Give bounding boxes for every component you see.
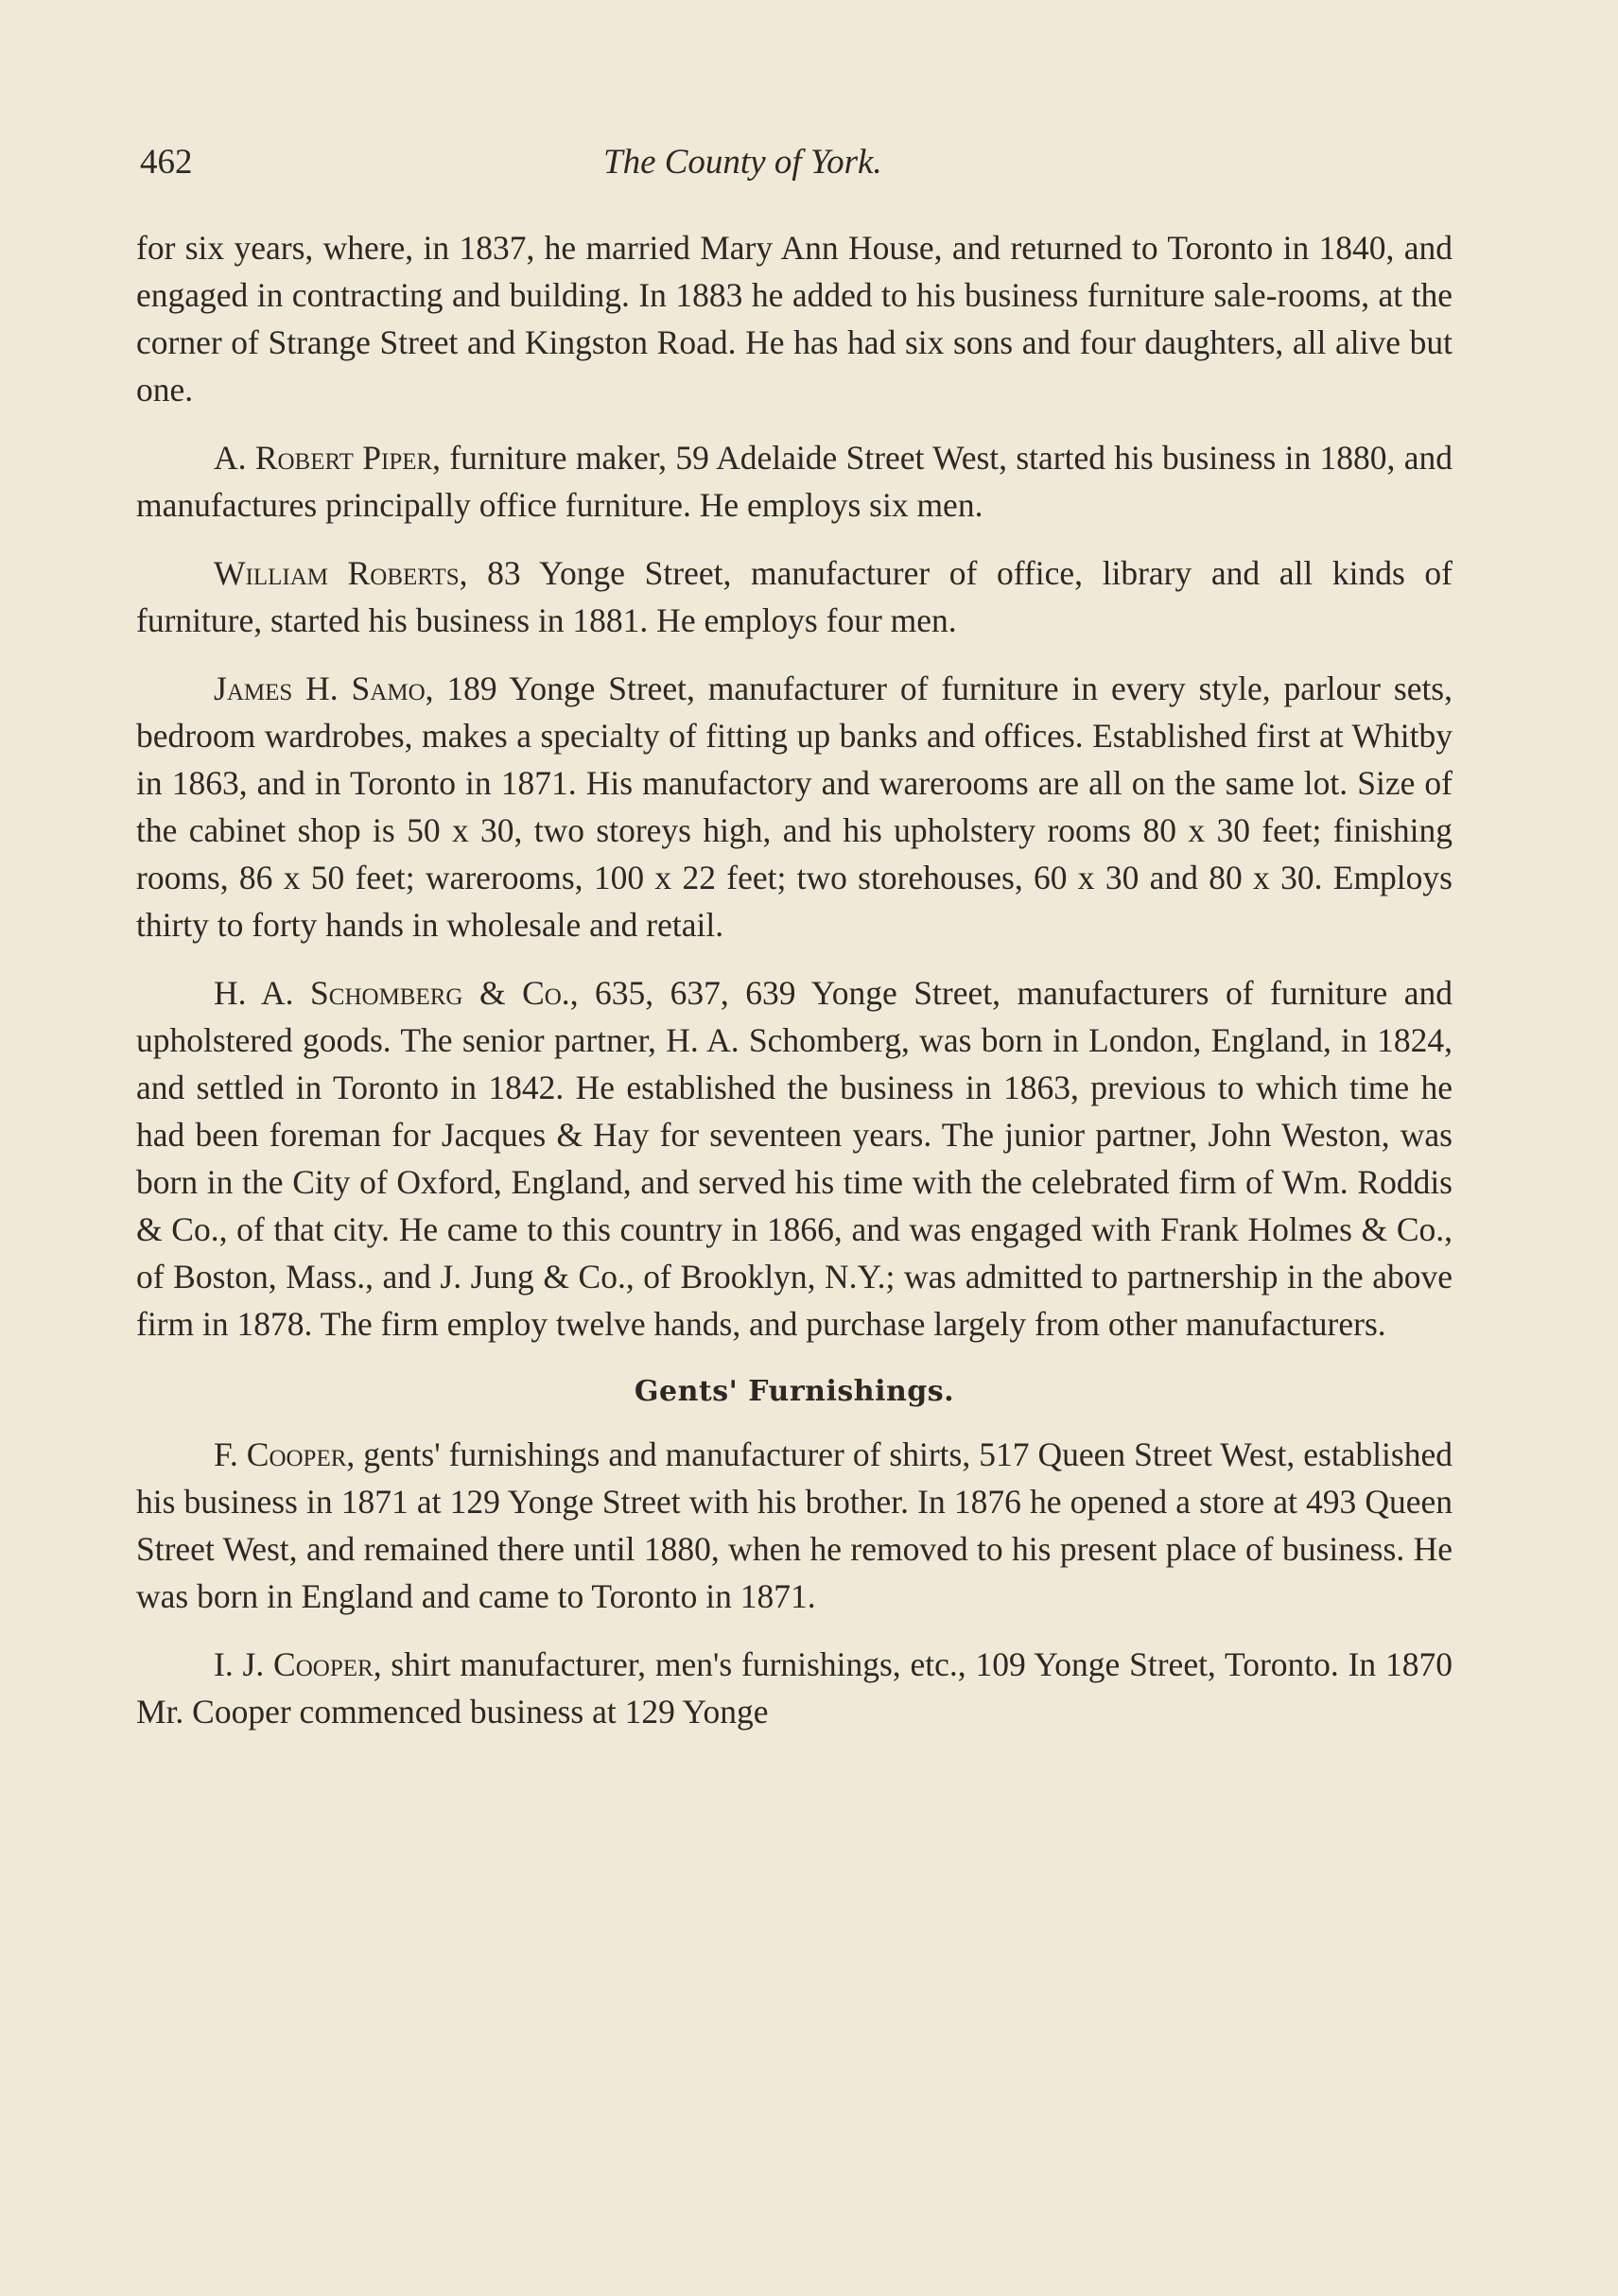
entry-text: , gents' furnishings and manufacturer of shirts, 517 Queen Street West, established his business in 1871 at 129 Yonge Street with his brother. In 1876 he opened a store at 493 Queen Street West, and remained there until 1880, when he removed to his present place of business. He was born in England and came to Toronto in 1871.: [136, 1435, 1453, 1615]
entry-text: , 635, 637, 639 Yonge Street, manufacturers of furniture and upholstered goods. The senior partner, H. A. Schomberg, was born in London, England, in 1824, and settled in Toronto in 1842. He established the business in 1863, previous to which time he had been foreman for Jacques & Hay for seventeen years. The junior partner, John Weston, was born in the City of Oxford, England, and served his time with the celebrated firm of Wm. Roddis & Co., of that city. He came to this country in 1866, and was engaged with Frank Holmes & Co., of Boston, Mass., and J. Jung & Co., of Brooklyn, N.Y.; was admitted to partnership in the above firm in 1878. The firm employ twelve hands, and purchase largely from other manufacturers.: [136, 974, 1453, 1343]
entry-samo: [136, 665, 1453, 948]
entry-name: William Roberts: [214, 554, 460, 592]
body-text: [136, 224, 1453, 1756]
page-number: 462: [140, 143, 193, 182]
entry-name: James H. Samo: [214, 670, 426, 707]
page-header: [140, 142, 1010, 189]
entry-i-j-cooper: [136, 1641, 1453, 1735]
entry-name: F. Cooper: [214, 1435, 347, 1473]
entry-roberts: [136, 549, 1453, 644]
section-heading: Gents' Furnishings.: [634, 1375, 955, 1408]
entry-name: H. A. Schomberg & Co.: [214, 974, 570, 1012]
paragraph-intro: for six years, where, in 1837, he married Mary Ann House, and returned to Toronto in 1840, and engaged in contracting and building. In 1883 he added to his business furniture sale-rooms, at the corner of Strange Street and Kingston Road. He has had six sons and four daughters, all alive but one.: [136, 229, 1453, 409]
entry-text: , furniture maker, 59 Adelaide Street West, started his business in 1880, and manufactures principally office furniture. He employs six men.: [136, 439, 1453, 524]
entry-f-cooper: [136, 1431, 1453, 1620]
entry-piper: [136, 434, 1453, 529]
entry-text: , 83 Yonge Street, manufacturer of office, library and all kinds of furniture, started his business in 1881. He employs four men.: [136, 554, 1453, 639]
entry-text: , 189 Yonge Street, manufacturer of furniture in every style, parlour sets, bedroom wardrobes, makes a specialty of fitting up banks and offices. Established first at Whitby in 1863, and in Toronto in 1871. His manufactory and warerooms are all on the same lot. Size of the cabinet shop is 50 x 30, two storeys high, and his upholstery rooms 80 x 30 feet; finishing rooms, 86 x 50 feet; warerooms, 100 x 22 feet; two storehouses, 60 x 30 and 80 x 30. Employs thirty to forty hands in wholesale and retail.: [136, 670, 1453, 944]
entry-schomberg: [136, 969, 1453, 1348]
entry-text: , shirt manufacturer, men's furnishings, etc., 109 Yonge Street, Toronto. In 1870 Mr. Cooper commenced business at 129 Yonge: [136, 1645, 1453, 1731]
entry-name: I. J. Cooper: [214, 1645, 374, 1683]
running-title: The County of York.: [603, 143, 882, 182]
entry-name: A. Robert Piper: [214, 439, 433, 477]
